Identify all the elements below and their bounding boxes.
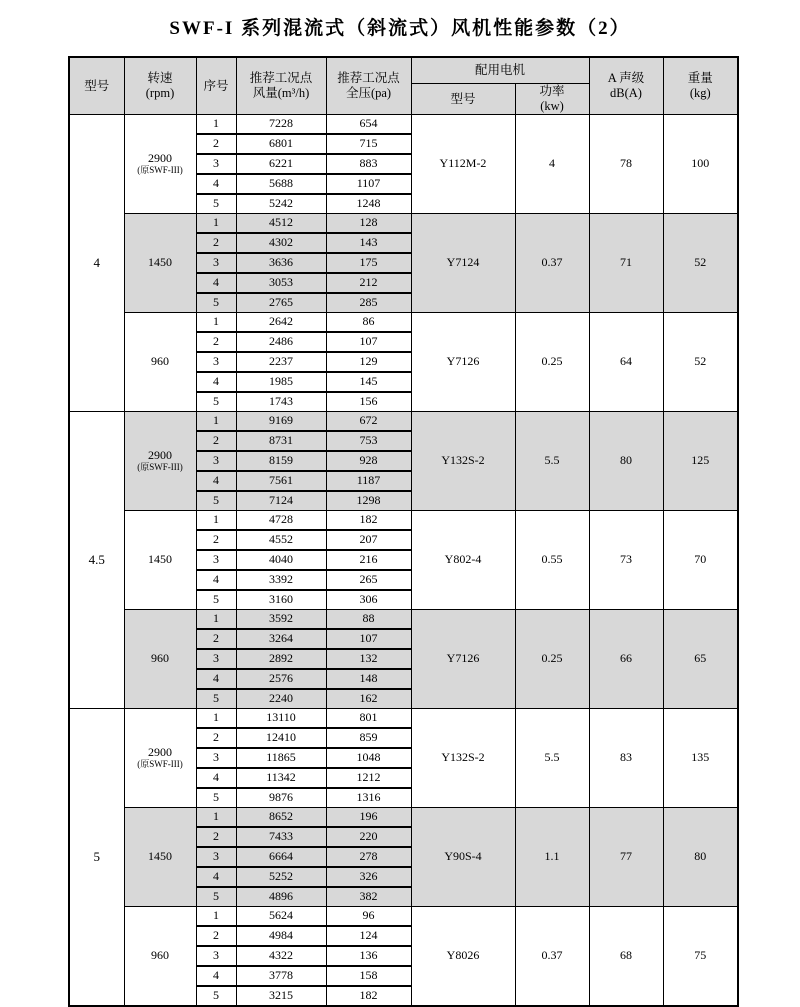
flow-cell: 7228: [236, 115, 326, 135]
seq-cell: 3: [196, 352, 236, 372]
speed-value: 2900: [148, 448, 172, 463]
seq-cell: 5: [196, 194, 236, 214]
header-flow-line1: 推荐工况点: [249, 71, 313, 85]
seq-cell: 3: [196, 946, 236, 966]
seq-cell: 3: [196, 748, 236, 768]
speed-cell: [124, 412, 196, 511]
weight-cell: 65: [663, 610, 738, 709]
weight-cell: 52: [663, 214, 738, 313]
flow-cell: 2765: [236, 293, 326, 313]
weight-cell: 100: [663, 115, 738, 214]
pressure-cell: 883: [326, 154, 411, 174]
flow-cell: 5252: [236, 867, 326, 887]
flow-cell: 11865: [236, 748, 326, 768]
pressure-cell: 1048: [326, 748, 411, 768]
seq-cell: 3: [196, 649, 236, 669]
speed-value: 1450: [148, 849, 172, 864]
seq-cell: 1: [196, 511, 236, 531]
seq-cell: 1: [196, 907, 236, 927]
noise-cell: 77: [589, 808, 663, 907]
weight-cell: 70: [663, 511, 738, 610]
pressure-cell: 654: [326, 115, 411, 135]
seq-cell: 5: [196, 392, 236, 412]
table-row: [69, 610, 738, 630]
table-row: [69, 709, 738, 729]
flow-cell: 2576: [236, 669, 326, 689]
table-row: [69, 511, 738, 531]
flow-cell: 6801: [236, 134, 326, 154]
pressure-cell: 306: [326, 590, 411, 610]
speed-cell: [124, 115, 196, 214]
seq-cell: 2: [196, 926, 236, 946]
seq-cell: 3: [196, 154, 236, 174]
motor-model-cell: Y90S-4: [411, 808, 515, 907]
flow-cell: 3160: [236, 590, 326, 610]
header-pressure-line2: 全压(pa): [345, 86, 392, 100]
flow-cell: 13110: [236, 709, 326, 729]
flow-cell: 4302: [236, 233, 326, 253]
motor-model-cell: Y132S-2: [411, 412, 515, 511]
pressure-cell: 207: [326, 530, 411, 550]
pressure-cell: 859: [326, 728, 411, 748]
weight-cell: 75: [663, 907, 738, 1007]
motor-model-cell: Y8026: [411, 907, 515, 1007]
pressure-cell: 1316: [326, 788, 411, 808]
seq-cell: 2: [196, 530, 236, 550]
flow-cell: 4512: [236, 214, 326, 234]
flow-cell: 8652: [236, 808, 326, 828]
noise-cell: 80: [589, 412, 663, 511]
power-cell: 0.25: [515, 610, 589, 709]
header-power-line1: 功率: [539, 84, 565, 98]
header-weight: [663, 57, 738, 115]
seq-cell: 5: [196, 293, 236, 313]
flow-cell: 4040: [236, 550, 326, 570]
pressure-cell: 128: [326, 214, 411, 234]
model-cell: 4: [69, 115, 124, 412]
flow-cell: 2237: [236, 352, 326, 372]
seq-cell: 5: [196, 788, 236, 808]
pressure-cell: 182: [326, 986, 411, 1006]
flow-cell: 4984: [236, 926, 326, 946]
seq-cell: 5: [196, 986, 236, 1006]
table-row: [69, 313, 738, 333]
header-noise-line2: dB(A): [610, 86, 642, 100]
pressure-cell: 1107: [326, 174, 411, 194]
page-title: SWF-I 系列混流式（斜流式）风机性能参数（2）: [169, 18, 631, 39]
pressure-cell: 107: [326, 332, 411, 352]
seq-cell: 2: [196, 827, 236, 847]
power-cell: 0.37: [515, 214, 589, 313]
speed-value: 960: [151, 651, 169, 666]
speed-cell: [124, 610, 196, 709]
header-weight-line1: 重量: [687, 71, 713, 85]
header-pressure-line1: 推荐工况点: [337, 71, 400, 85]
seq-cell: 2: [196, 629, 236, 649]
flow-cell: 8159: [236, 451, 326, 471]
noise-cell: 78: [589, 115, 663, 214]
seq-cell: 1: [196, 313, 236, 333]
pressure-cell: 158: [326, 966, 411, 986]
table-row: [69, 907, 738, 927]
weight-cell: 80: [663, 808, 738, 907]
pressure-cell: 1248: [326, 194, 411, 214]
table-row: [69, 115, 738, 135]
flow-cell: 5688: [236, 174, 326, 194]
pressure-cell: 212: [326, 273, 411, 293]
header-power: [515, 84, 589, 115]
speed-cell: [124, 808, 196, 907]
header-motor-group: 配用电机: [411, 57, 589, 84]
pressure-cell: 928: [326, 451, 411, 471]
speed-value: 1450: [148, 255, 172, 270]
header-model-label: 型号: [84, 78, 110, 93]
seq-cell: 1: [196, 808, 236, 828]
speed-value: 2900: [148, 745, 172, 760]
pressure-cell: 107: [326, 629, 411, 649]
seq-cell: 4: [196, 570, 236, 590]
power-cell: 0.25: [515, 313, 589, 412]
seq-cell: 1: [196, 214, 236, 234]
header-model: [69, 57, 124, 115]
pressure-cell: 136: [326, 946, 411, 966]
speed-value: 1450: [148, 552, 172, 567]
flow-cell: 4322: [236, 946, 326, 966]
pressure-cell: 801: [326, 709, 411, 729]
flow-cell: 4728: [236, 511, 326, 531]
flow-cell: 3215: [236, 986, 326, 1006]
model-cell: 4.5: [69, 412, 124, 709]
header-flow-line2: 风量(m³/h): [252, 86, 310, 100]
pressure-cell: 1212: [326, 768, 411, 788]
pressure-cell: 196: [326, 808, 411, 828]
weight-cell: 135: [663, 709, 738, 808]
speed-cell: [124, 313, 196, 412]
flow-cell: 2892: [236, 649, 326, 669]
motor-model-cell: Y802-4: [411, 511, 515, 610]
flow-cell: 3636: [236, 253, 326, 273]
power-cell: 4: [515, 115, 589, 214]
flow-cell: 1985: [236, 372, 326, 392]
seq-cell: 3: [196, 847, 236, 867]
seq-cell: 4: [196, 174, 236, 194]
seq-cell: 2: [196, 431, 236, 451]
header-row-1: [69, 57, 738, 84]
noise-cell: 73: [589, 511, 663, 610]
speed-cell: [124, 511, 196, 610]
seq-cell: 5: [196, 491, 236, 511]
speed-cell: [124, 907, 196, 1007]
flow-cell: 2240: [236, 689, 326, 709]
pressure-cell: 88: [326, 610, 411, 630]
model-cell: 5: [69, 709, 124, 1007]
pressure-cell: 129: [326, 352, 411, 372]
motor-model-cell: Y112M-2: [411, 115, 515, 214]
seq-cell: 5: [196, 590, 236, 610]
pressure-cell: 715: [326, 134, 411, 154]
pressure-cell: 382: [326, 887, 411, 907]
pressure-cell: 265: [326, 570, 411, 590]
pressure-cell: 278: [326, 847, 411, 867]
seq-cell: 5: [196, 689, 236, 709]
seq-cell: 4: [196, 966, 236, 986]
flow-cell: 2642: [236, 313, 326, 333]
noise-cell: 71: [589, 214, 663, 313]
header-noise-line1: A 声级: [607, 71, 645, 85]
flow-cell: 4552: [236, 530, 326, 550]
weight-cell: 52: [663, 313, 738, 412]
seq-cell: 1: [196, 115, 236, 135]
performance-table: [68, 56, 739, 1007]
header-seq-label: 序号: [203, 78, 229, 93]
pressure-cell: 148: [326, 669, 411, 689]
header-flow: [236, 57, 326, 115]
pressure-cell: 175: [326, 253, 411, 273]
flow-cell: 12410: [236, 728, 326, 748]
header-speed-line1: 转速: [147, 71, 173, 85]
flow-cell: 7433: [236, 827, 326, 847]
flow-cell: 3264: [236, 629, 326, 649]
seq-cell: 1: [196, 610, 236, 630]
speed-cell: [124, 214, 196, 313]
pressure-cell: 96: [326, 907, 411, 927]
flow-cell: 5624: [236, 907, 326, 927]
flow-cell: 4896: [236, 887, 326, 907]
flow-cell: 3778: [236, 966, 326, 986]
pressure-cell: 1298: [326, 491, 411, 511]
pressure-cell: 326: [326, 867, 411, 887]
power-cell: 0.37: [515, 907, 589, 1007]
header-power-line2: (kw): [540, 99, 564, 113]
pressure-cell: 145: [326, 372, 411, 392]
speed-value: 2900: [148, 151, 172, 166]
seq-cell: 2: [196, 728, 236, 748]
flow-cell: 6221: [236, 154, 326, 174]
power-cell: 0.55: [515, 511, 589, 610]
speed-note: (原SWF-III): [137, 164, 183, 175]
seq-cell: 4: [196, 867, 236, 887]
weight-cell: 125: [663, 412, 738, 511]
seq-cell: 4: [196, 273, 236, 293]
pressure-cell: 162: [326, 689, 411, 709]
pressure-cell: 182: [326, 511, 411, 531]
header-speed: [124, 57, 196, 115]
pressure-cell: 285: [326, 293, 411, 313]
table-row: [69, 808, 738, 828]
seq-cell: 3: [196, 253, 236, 273]
power-cell: 5.5: [515, 412, 589, 511]
seq-cell: 4: [196, 372, 236, 392]
flow-cell: 9169: [236, 412, 326, 432]
pressure-cell: 216: [326, 550, 411, 570]
motor-model-cell: Y132S-2: [411, 709, 515, 808]
seq-cell: 1: [196, 709, 236, 729]
motor-model-cell: Y7126: [411, 313, 515, 412]
speed-cell: [124, 709, 196, 808]
pressure-cell: 132: [326, 649, 411, 669]
flow-cell: 11342: [236, 768, 326, 788]
noise-cell: 64: [589, 313, 663, 412]
flow-cell: 5242: [236, 194, 326, 214]
motor-model-cell: Y7124: [411, 214, 515, 313]
pressure-cell: 753: [326, 431, 411, 451]
seq-cell: 2: [196, 332, 236, 352]
table-body: [69, 115, 738, 1007]
seq-cell: 2: [196, 233, 236, 253]
flow-cell: 9876: [236, 788, 326, 808]
pressure-cell: 1187: [326, 471, 411, 491]
noise-cell: 68: [589, 907, 663, 1007]
flow-cell: 1743: [236, 392, 326, 412]
power-cell: 1.1: [515, 808, 589, 907]
header-noise: [589, 57, 663, 115]
seq-cell: 4: [196, 471, 236, 491]
seq-cell: 4: [196, 669, 236, 689]
speed-value: 960: [151, 948, 169, 963]
speed-note: (原SWF-III): [137, 758, 183, 769]
pressure-cell: 220: [326, 827, 411, 847]
flow-cell: 3592: [236, 610, 326, 630]
table-row: [69, 214, 738, 234]
noise-cell: 66: [589, 610, 663, 709]
header-speed-line2: (rpm): [145, 86, 175, 100]
flow-cell: 3053: [236, 273, 326, 293]
flow-cell: 2486: [236, 332, 326, 352]
flow-cell: 6664: [236, 847, 326, 867]
speed-note: (原SWF-III): [137, 461, 183, 472]
table-row: [69, 412, 738, 432]
pressure-cell: 672: [326, 412, 411, 432]
pressure-cell: 156: [326, 392, 411, 412]
seq-cell: 5: [196, 887, 236, 907]
seq-cell: 2: [196, 134, 236, 154]
header-seq: [196, 57, 236, 115]
pressure-cell: 86: [326, 313, 411, 333]
pressure-cell: 124: [326, 926, 411, 946]
flow-cell: 7124: [236, 491, 326, 511]
header-weight-line2: (kg): [689, 86, 711, 100]
flow-cell: 7561: [236, 471, 326, 491]
seq-cell: 3: [196, 451, 236, 471]
header-motor-model: 型号: [411, 84, 515, 115]
motor-model-cell: Y7126: [411, 610, 515, 709]
table-header: [69, 57, 738, 115]
noise-cell: 83: [589, 709, 663, 808]
power-cell: 5.5: [515, 709, 589, 808]
seq-cell: 3: [196, 550, 236, 570]
pressure-cell: 143: [326, 233, 411, 253]
seq-cell: 1: [196, 412, 236, 432]
header-pressure: [326, 57, 411, 115]
flow-cell: 8731: [236, 431, 326, 451]
seq-cell: 4: [196, 768, 236, 788]
flow-cell: 3392: [236, 570, 326, 590]
speed-value: 960: [151, 354, 169, 369]
